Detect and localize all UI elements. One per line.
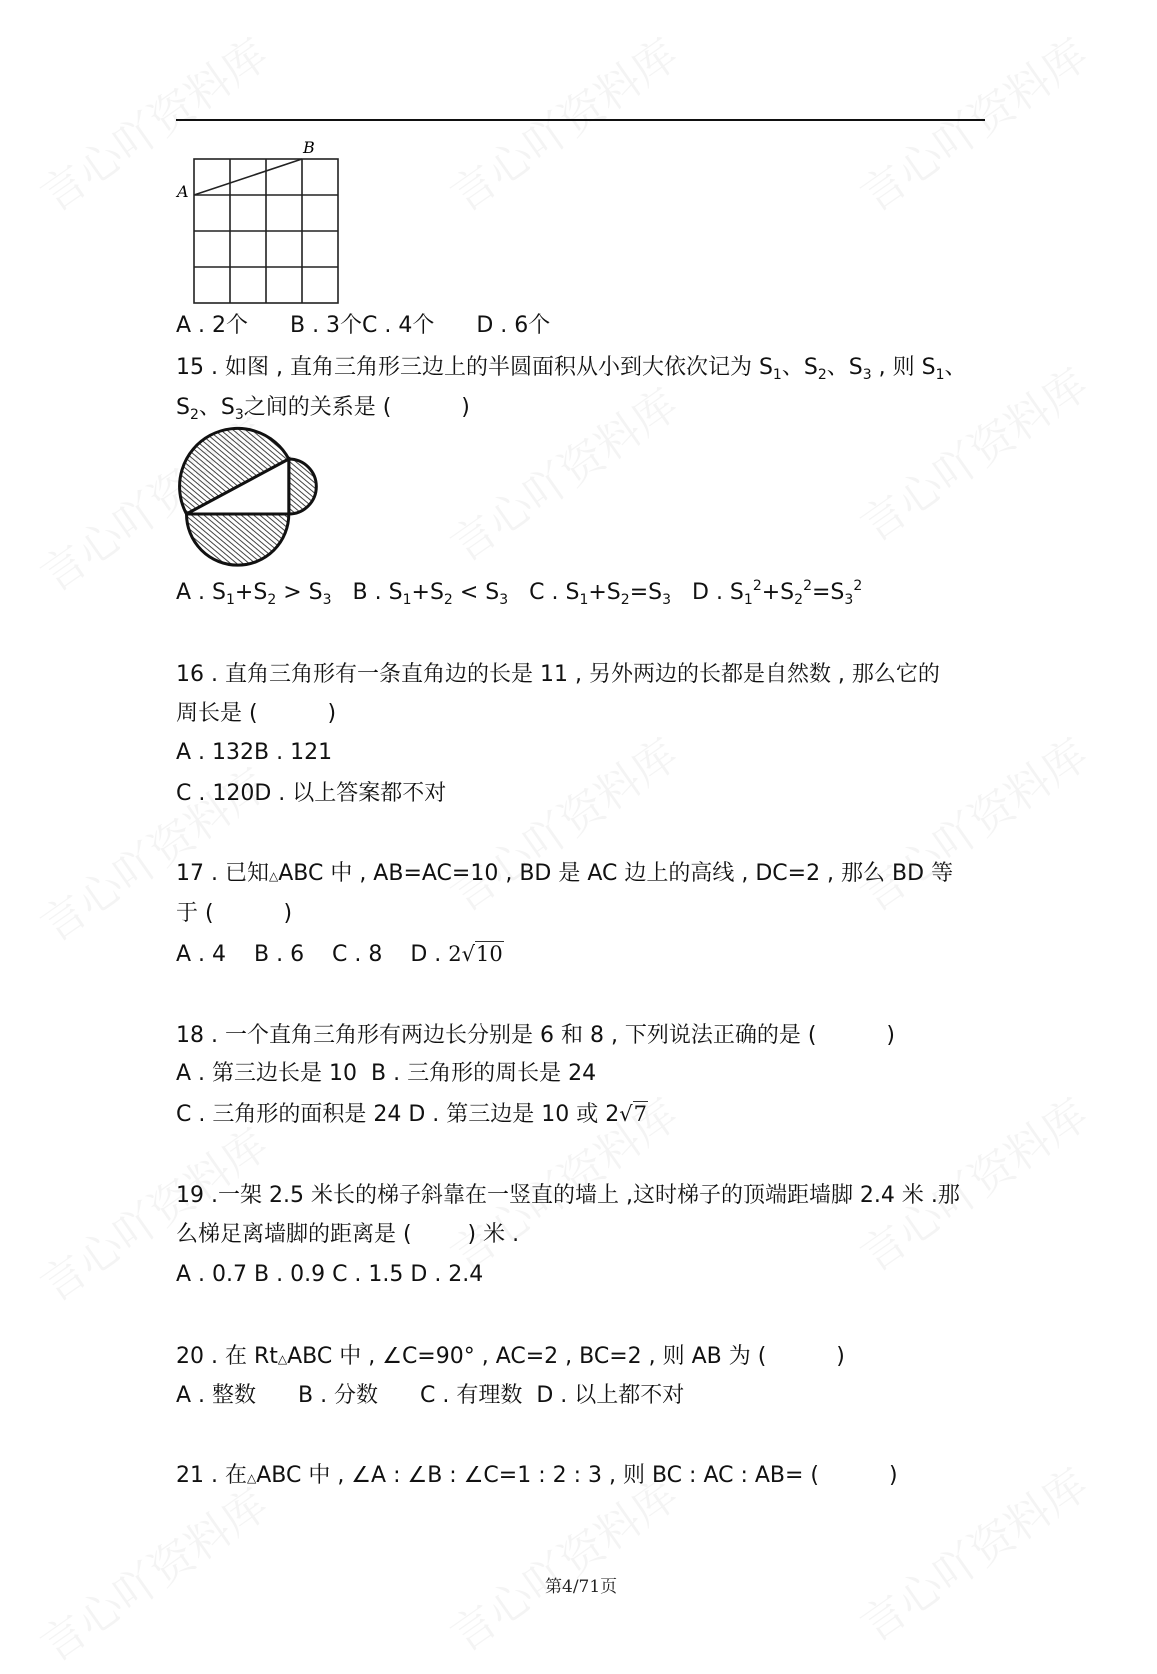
text-run: 、S [198, 395, 235, 420]
text-run: C . 120D . 以上答案都不对 [176, 781, 447, 806]
triangle-symbol: △ [277, 1352, 288, 1366]
q14-options [176, 311, 550, 341]
text-run: 周长是 ( ) [176, 701, 337, 726]
text-run: ABC 中 , ∠C=90° , AC=2 , BC=2 , 则 AB 为 ( ) [287, 1344, 845, 1369]
page-number: 第4/71页 [545, 1577, 618, 1597]
text-run: =S [812, 580, 845, 605]
q20-options [176, 1381, 684, 1411]
subscript: 1 [935, 367, 945, 383]
triangle-symbol: △ [246, 1471, 257, 1485]
subscript: 2 [620, 592, 630, 608]
q16-options-2 [176, 779, 446, 809]
point-b-label: B [303, 138, 315, 157]
subscript: 3 [662, 592, 672, 608]
superscript: 2 [803, 578, 812, 594]
text-run: +S [761, 580, 795, 605]
q17-stem-1 [176, 859, 953, 891]
text-run: ABC 中 , ∠A : ∠B : ∠C=1 : 2 : 3 , 则 BC : AC : AB= ( ) [256, 1463, 898, 1488]
text-run: +S [234, 580, 268, 605]
subscript: 1 [579, 592, 589, 608]
grid-figure [168, 135, 348, 310]
grid-lines [194, 159, 338, 303]
text-run: A . 第三边长是 10 B . 三角形的周长是 24 [176, 1061, 597, 1086]
q15-options [176, 578, 862, 608]
superscript: 2 [752, 578, 762, 594]
q19-stem-1 [176, 1181, 960, 1211]
text-run: < S [452, 580, 500, 605]
q16-stem-2 [176, 699, 336, 729]
q19-options [176, 1260, 483, 1290]
q20-stem [176, 1342, 845, 1374]
subscript: 3 [862, 367, 872, 383]
text-run: 16 . 直角三角形有一条直角边的长是 11 , 另外两边的长都是自然数 , 那么它的 [176, 662, 940, 687]
q15-stem-2 [176, 393, 470, 423]
radical-icon: √ [461, 942, 476, 966]
semicircle-s2 [187, 514, 289, 565]
sqrt-expression [619, 1101, 648, 1126]
text-run: 么梯足离墙脚的距离是 ( ) 米 . [176, 1222, 520, 1247]
watermark-text [26, 1470, 279, 1674]
watermark-text [436, 20, 689, 224]
subscript: 1 [743, 592, 753, 608]
radicand: 10 [476, 942, 503, 966]
text-run: > S [276, 580, 323, 605]
text-run: 15 . 如图 , 直角三角形三边上的半圆面积从小到大依次记为 S [176, 355, 773, 380]
text-run: 、S [781, 355, 818, 380]
header-rule [176, 119, 985, 121]
sqrt-expression [448, 941, 504, 966]
text-run: 19 .一架 2.5 米长的梯子斜靠在一竖直的墙上 ,这时梯子的顶端距墙脚 2.4 米 .那 [176, 1183, 960, 1208]
text-run: D . S [671, 580, 744, 605]
subscript: 1 [226, 592, 235, 608]
text-run: =S [629, 580, 663, 605]
q21-stem [176, 1461, 898, 1493]
segment-ab [194, 159, 302, 195]
semicircle-s1 [289, 459, 317, 514]
text-run: A . 整数 B . 分数 C . 有理数 D . 以上都不对 [176, 1383, 685, 1408]
radical-icon: √ [619, 1102, 633, 1126]
text-run: B . S [331, 580, 403, 605]
text-run: 、 [944, 355, 967, 380]
subscript: 2 [267, 592, 277, 608]
watermark-text [436, 370, 689, 574]
q16-options-1 [176, 738, 332, 768]
text-run: 之间的关系是 ( ) [243, 395, 470, 420]
text-run: A . S [176, 580, 226, 605]
subscript: 1 [772, 367, 782, 383]
text-run: 18 . 一个直角三角形有两边长分别是 6 和 8 , 下列说法正确的是 ( ) [176, 1023, 896, 1048]
subscript: 2 [443, 592, 453, 608]
sqrt-coefficient: 2 [448, 942, 462, 966]
text-run: C . 三角形的面积是 24 D . 第三边是 10 或 2 [176, 1102, 620, 1127]
text-run: 于 ( ) [176, 901, 293, 926]
text-run: 17 . 已知 [176, 861, 269, 886]
text-run: +S [411, 580, 444, 605]
q16-stem-1 [176, 660, 940, 690]
text-run: , 则 S [871, 355, 936, 380]
semicircle-figure [170, 420, 330, 575]
text-run: S [176, 395, 190, 420]
subscript: 2 [817, 367, 827, 383]
q15-stem-1 [176, 353, 967, 383]
text-run: C . S [508, 580, 580, 605]
q17-stem-2 [176, 899, 292, 929]
text-run: A . 4 B . 6 C . 8 D . [176, 942, 449, 967]
q18-stem [176, 1021, 895, 1051]
subscript: 3 [844, 592, 854, 608]
text-run: +S [588, 580, 621, 605]
subscript: 1 [402, 592, 412, 608]
q19-stem-2 [176, 1220, 519, 1250]
superscript: 2 [853, 578, 863, 594]
watermark-text [436, 720, 689, 924]
text-run: A . 2个 B . 3个C . 4个 D . 6个 [176, 313, 551, 338]
text-run: 、S [826, 355, 863, 380]
text-run: ABC 中 , AB=AC=10 , BD 是 AC 边上的高线 , DC=2 , 那么 BD 等 [278, 861, 954, 886]
q18-options-2 [176, 1099, 648, 1130]
text-run: 21 . 在 [176, 1463, 247, 1488]
subscript: 3 [234, 407, 244, 423]
subscript: 3 [499, 592, 509, 608]
text-run: 20 . 在 Rt [176, 1344, 278, 1369]
text-run: A . 132B . 121 [176, 740, 333, 765]
triangle-symbol: △ [268, 869, 279, 883]
text-run: A . 0.7 B . 0.9 C . 1.5 D . 2.4 [176, 1262, 484, 1287]
q18-options-1 [176, 1059, 596, 1089]
watermark-text [846, 20, 1099, 224]
subscript: 3 [322, 592, 332, 608]
q17-options [176, 939, 504, 970]
subscript: 2 [189, 407, 199, 423]
point-a-label: A [177, 182, 189, 201]
watermark-text [846, 720, 1099, 924]
radicand: 7 [633, 1102, 647, 1126]
subscript: 2 [794, 592, 804, 608]
